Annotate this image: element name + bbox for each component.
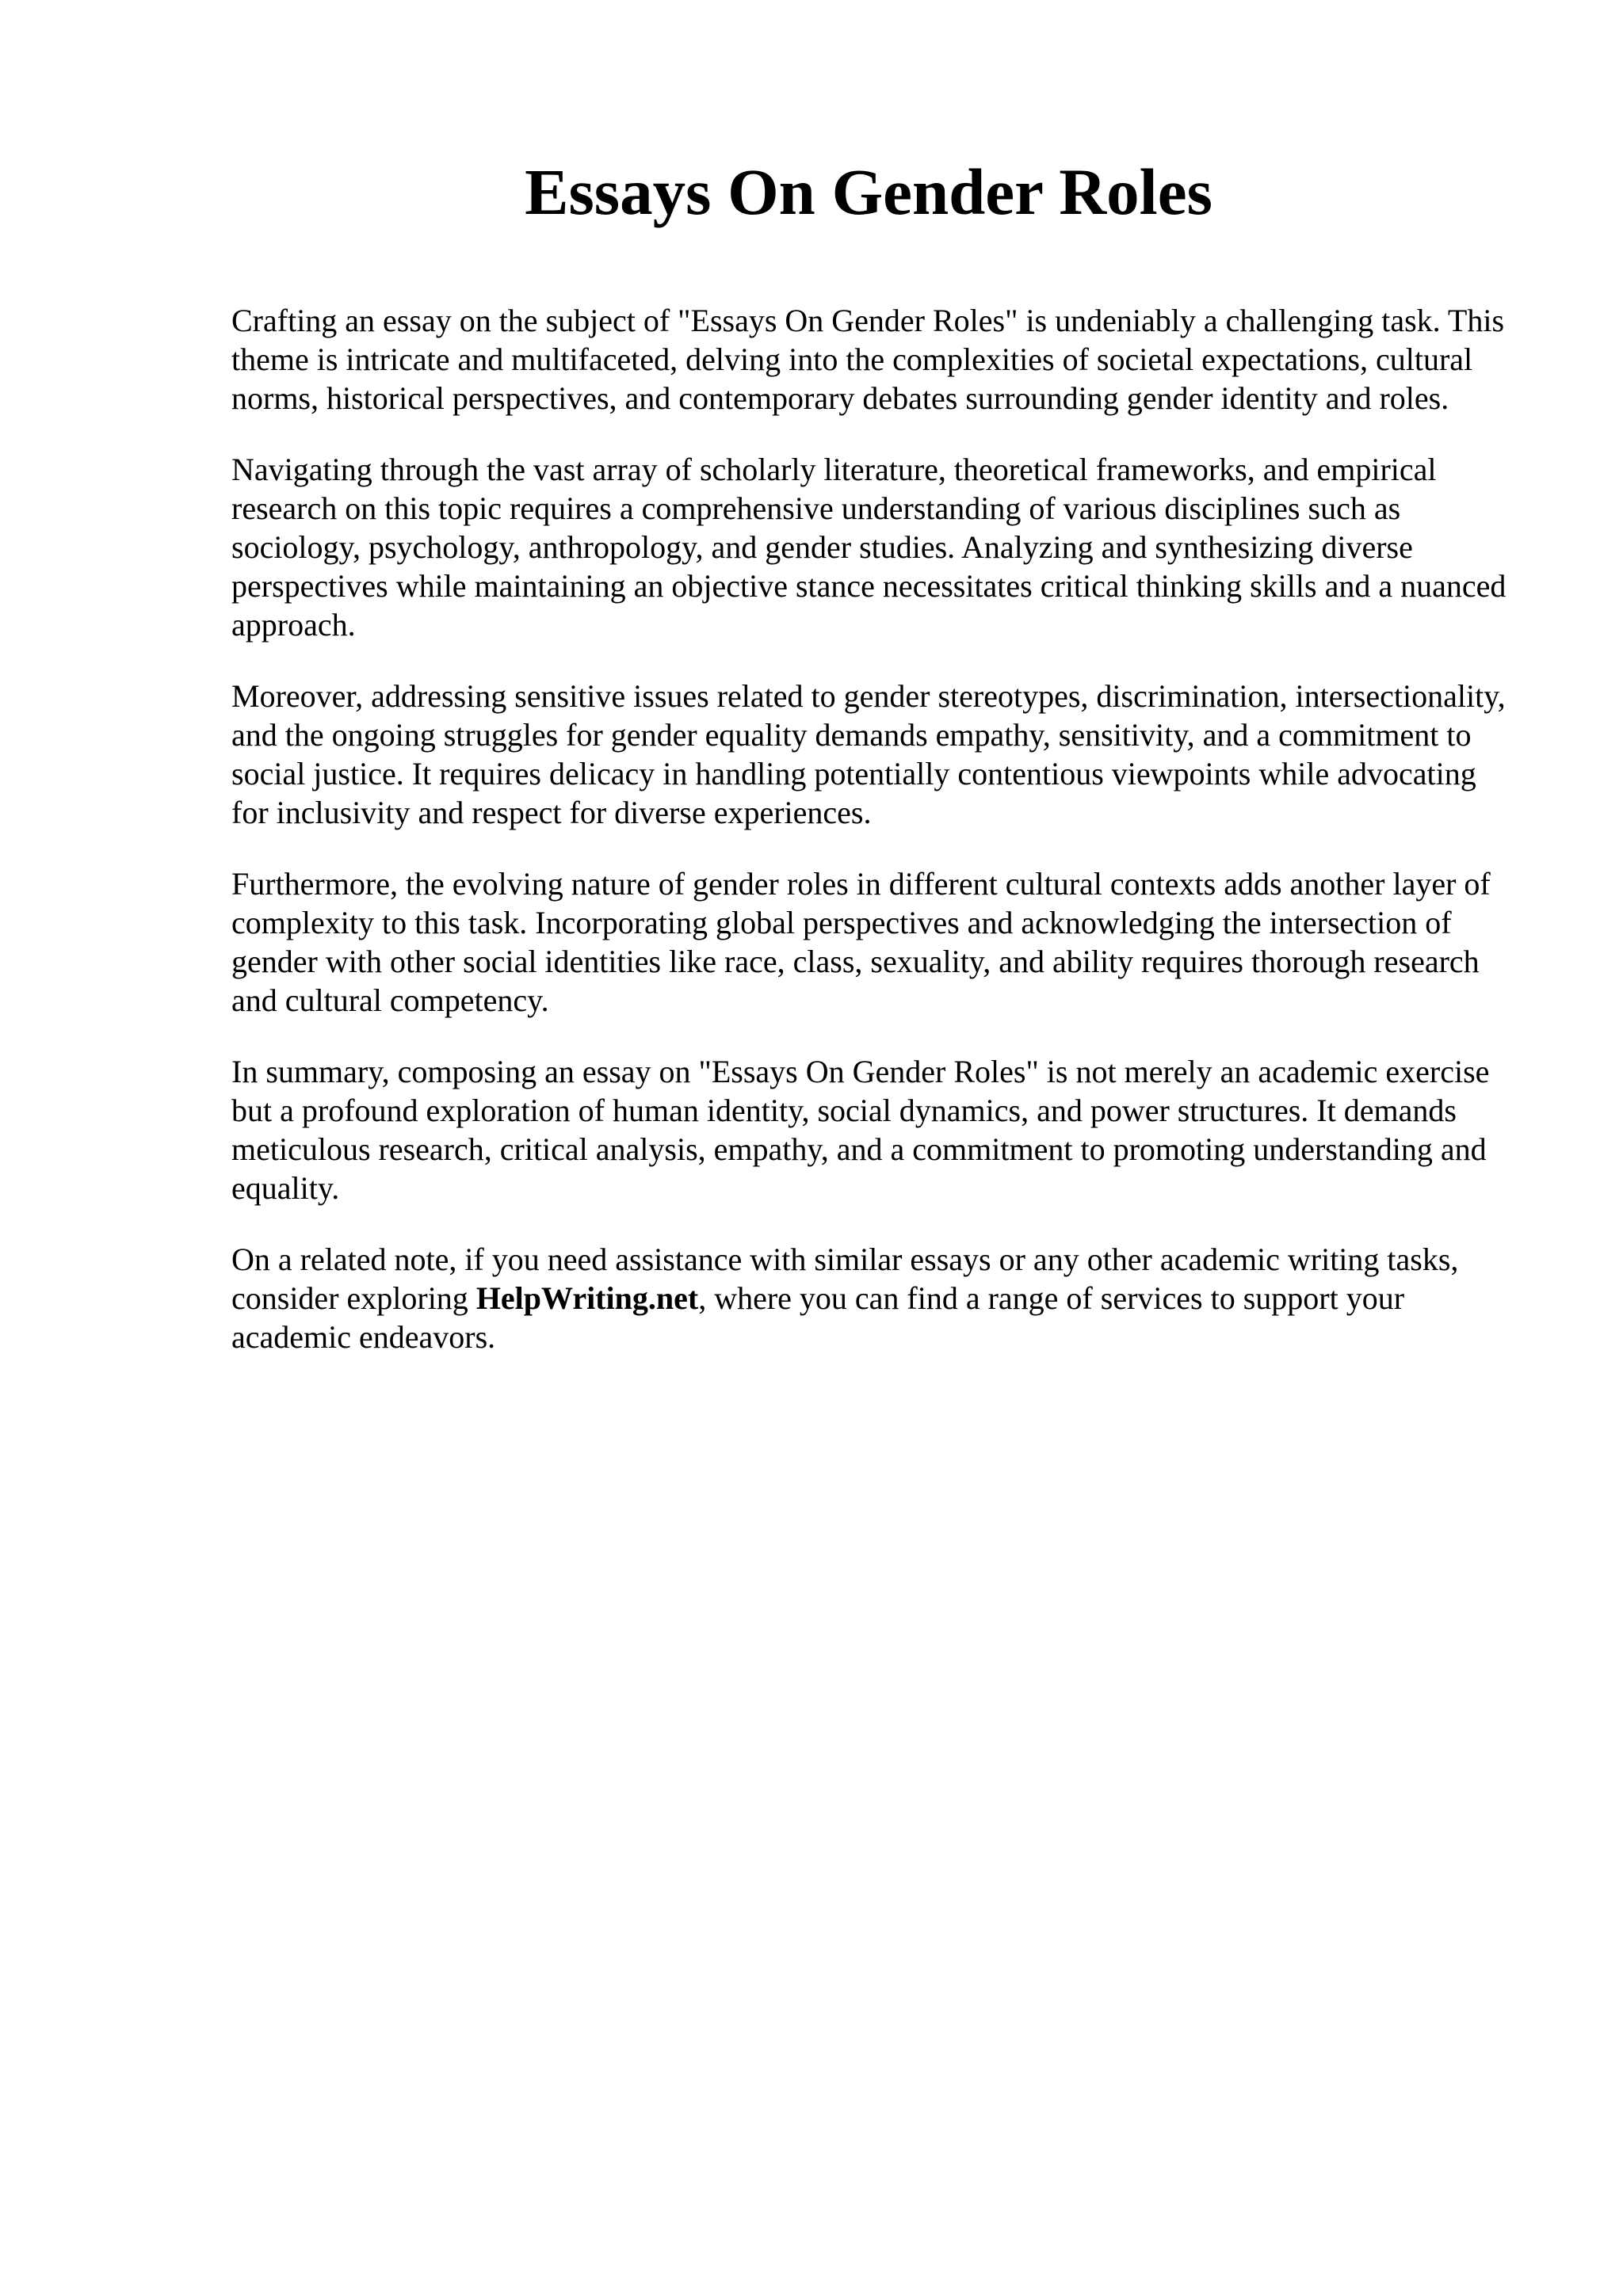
page-title: Essays On Gender Roles [525, 155, 1212, 228]
closing-text-after: , where you can find a range of services to support your academic endeavors. [231, 1280, 1405, 1355]
document-body [231, 301, 1515, 1389]
paragraph-intro: Crafting an essay on the subject of "Essays On Gender Roles" is undeniably a challenging task. This theme is intricate and multifaceted, delving into the complexities of societal expectations, cultural norms, historical perspectives, and contemporary debates surrounding gender identity and roles. [231, 303, 1505, 416]
paragraph-furthermore: Furthermore, the evolving nature of gender roles in different cultural contexts adds another layer of complexity to this task. Incorporating global perspectives and acknowledging the intersection of gender with other social identities like race, class, sexuality, and ability requires thorough research and cultural competency. [231, 866, 1491, 1018]
closing-text-before: On a related note, if you need assistance with similar essays or any other academic writing tasks, consider exploring [231, 1241, 1459, 1316]
paragraph-moreover: Moreover, addressing sensitive issues related to gender stereotypes, discrimination, intersectionality, and the ongoing struggles for gender equality demands empathy, sensitivity, and a commitment to social justice. It requires delicacy in handling potentially contentious viewpoints while advocating for inclusivity and respect for diverse experiences. [231, 678, 1506, 830]
paragraph-navigating: Navigating through the vast array of scholarly literature, theoretical frameworks, and empirical research on this topic requires a comprehensive understanding of various disciplines such as sociology, psychology, anthropology, and gender studies. Analyzing and synthesizing diverse perspectives while maintaining an objective stance necessitates critical thinking skills and a nuanced approach. [231, 452, 1507, 643]
helpwriting-link[interactable]: HelpWriting.net [475, 1280, 699, 1316]
paragraph-closing [231, 1240, 1515, 1356]
paragraph-summary: In summary, composing an essay on "Essays On Gender Roles" is not merely an academic exercise but a profound exploration of human identity, social dynamics, and power structures. It demands meticulous research, critical analysis, empathy, and a commitment to promoting understanding and equality. [231, 1054, 1490, 1206]
